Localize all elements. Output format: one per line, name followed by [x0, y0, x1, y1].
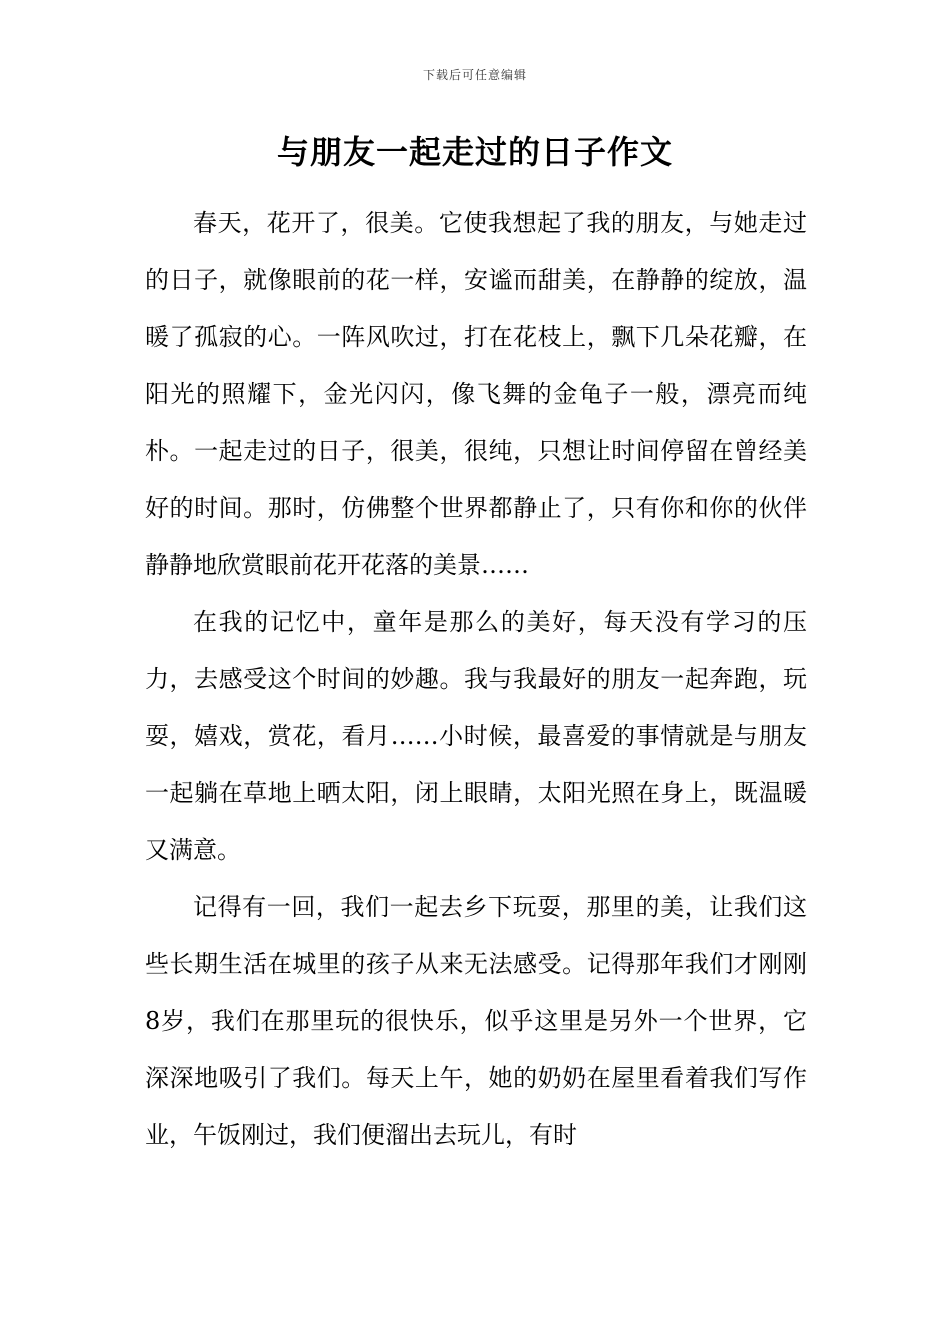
document-body [145, 195, 807, 1164]
paragraph-3: 记得有一回，我们一起去乡下玩耍，那里的美，让我们这些长期生活在城里的孩子从来无法感受。记得那年我们才刚刚8岁，我们在那里玩的很快乐，似乎这里是另外一个世界，它深深地吸引了我们。每天上午，她的奶奶在屋里看着我们写作业，午饭刚过，我们便溜出去玩儿，有时 [145, 893, 807, 1149]
document-title: 与朋友一起走过的日子作文 [276, 133, 673, 171]
paragraph-1: 春天，花开了，很美。它使我想起了我的朋友，与她走过的日子，就像眼前的花一样，安谧而甜美，在静静的绽放，温暖了孤寂的心。一阵风吹过，打在花枝上，飘下几朵花瓣，在阳光的照耀下，金光闪闪，像飞舞的金龟子一般，漂亮而纯朴。一起走过的日子，很美，很纯，只想让时间停留在曾经美好的时间。那时，仿佛整个世界都静止了，只有你和你的伙伴静静地欣赏眼前花开花落的美景…… [145, 209, 807, 579]
paragraph-2: 在我的记忆中，童年是那么的美好，每天没有学习的压力，去感受这个时间的妙趣。我与我最好的朋友一起奔跑，玩耍，嬉戏，赏花，看月……小时候，最喜爱的事情就是与朋友一起躺在草地上晒太阳，闭上眼睛，太阳光照在身上，既温暖又满意。 [145, 608, 807, 864]
header-note: 下载后可任意编辑 [422, 68, 527, 82]
